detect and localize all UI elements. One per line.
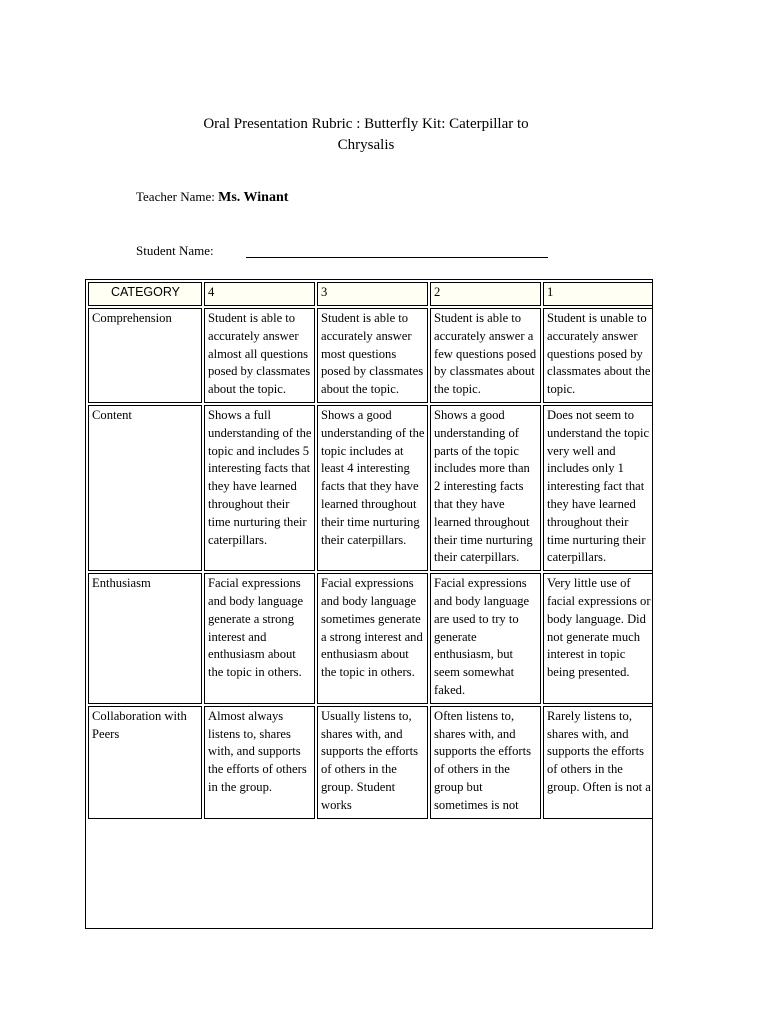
- category-cell: Collaboration with Peers: [88, 706, 202, 819]
- header-score-3: 3: [317, 282, 428, 306]
- criteria-cell: Facial expressions and body language generate a strong interest and enthusiasm about the topic in others.: [204, 573, 315, 704]
- criteria-cell: Rarely listens to, shares with, and supports the efforts of others in the group. Often is not a: [543, 706, 653, 819]
- rubric-header-row: [88, 282, 653, 306]
- criteria-cell: Student is able to accurately answer a few questions posed by classmates about the topic.: [430, 308, 541, 403]
- teacher-name-label: Teacher Name:: [136, 189, 219, 204]
- criteria-cell: Facial expressions and body language are used to try to generate enthusiasm, but seem somewhat faked.: [430, 573, 541, 704]
- header-score-1: 1: [543, 282, 653, 306]
- criteria-cell: Usually listens to, shares with, and supports the efforts of others in the group. Student works: [317, 706, 428, 819]
- table-row: [88, 308, 653, 403]
- teacher-name-line: [136, 188, 288, 207]
- criteria-cell: Shows a good understanding of the topic includes at least 4 interesting facts that they have learned throughout their time nurturing their caterpillars.: [317, 405, 428, 571]
- criteria-cell: Very little use of facial expressions or body language. Did not generate much interest in topic being presented.: [543, 573, 653, 704]
- header-score-4: 4: [204, 282, 315, 306]
- table-row: [88, 405, 653, 571]
- category-cell: Enthusiasm: [88, 573, 202, 704]
- student-name-label: Student Name:: [136, 243, 214, 258]
- category-cell: Comprehension: [88, 308, 202, 403]
- criteria-cell: Almost always listens to, shares with, and supports the efforts of others in the group.: [204, 706, 315, 819]
- title-line-1: Oral Presentation Rubric : Butterfly Kit: Caterpillar to: [203, 116, 529, 132]
- criteria-cell: Often listens to, shares with, and supports the efforts of others in the group but sometimes is not: [430, 706, 541, 819]
- criteria-cell: Does not seem to understand the topic very well and includes only 1 interesting fact that they have learned throughout their time nurturing their caterpillars.: [543, 405, 653, 571]
- teacher-name-value: Ms. Winant: [218, 190, 289, 205]
- criteria-cell: Student is able to accurately answer almost all questions posed by classmates about the topic.: [204, 308, 315, 403]
- criteria-cell: Student is unable to accurately answer questions posed by classmates about the topic.: [543, 308, 653, 403]
- rubric-table-frame: [85, 279, 653, 929]
- table-row: [88, 573, 653, 704]
- header-category: CATEGORY: [88, 282, 202, 306]
- rubric-table: [86, 280, 653, 821]
- student-name-line: [136, 242, 214, 260]
- table-row: [88, 706, 653, 819]
- criteria-cell: Facial expressions and body language sometimes generate a strong interest and enthusiasm about the topic in others.: [317, 573, 428, 704]
- title-line-2: Chrysalis: [337, 137, 395, 153]
- student-name-blank: [246, 257, 548, 258]
- criteria-cell: Shows a full understanding of the topic and includes 5 interesting facts that they have learned throughout their time nurturing their caterpillars.: [204, 405, 315, 571]
- criteria-cell: Shows a good understanding of parts of the topic includes more than 2 interesting facts that they have learned throughout their time nurturing their caterpillars.: [430, 405, 541, 571]
- category-cell: Content: [88, 405, 202, 571]
- criteria-cell: Student is able to accurately answer most questions posed by classmates about the topic.: [317, 308, 428, 403]
- document-title: [150, 114, 582, 156]
- header-score-2: 2: [430, 282, 541, 306]
